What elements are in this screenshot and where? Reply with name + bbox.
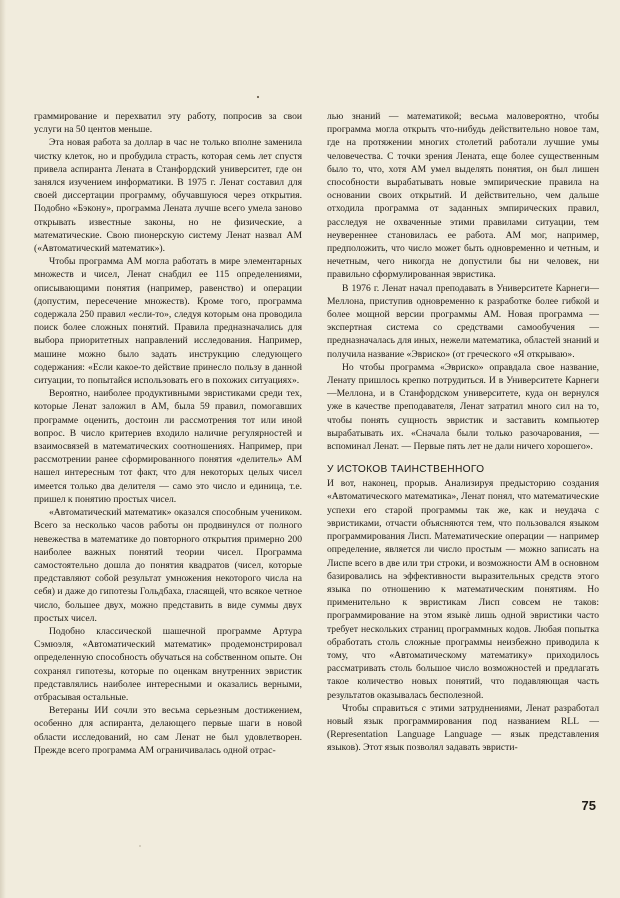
section-heading: У ИСТОКОВ ТАИНСТВЕННОГО	[327, 464, 485, 476]
paragraph: Эта новая работа за доллар в час не только вполне заменила чистку клеток, но и пробудила страсть, которая семь лет спустя привела аспиранта Лената в Станфордский университет, где он занялся изучением информатики. В 1975 г. Ленат составил для своей диссертации программу, обучавшуюся через открытия. Подобно «Бэкону», программа Лената лучше всего умела заново открывать известные законы, но не физические, а математические. Свою пионерскую систему Ленат назвал АМ («Автоматический математик»).	[34, 137, 302, 255]
speck-dot	[257, 96, 259, 98]
paragraph: Но чтобы программа «Эвриско» оправдала свое название, Ленату пришлось крепко потрудиться. И в Университете Карнеги —Меллона, и в Станфордском университете, куда он вернулся уже в качестве преподавателя, Ленат затратил много сил на то, чтобы понять сущность эвристик и заставить компьютер вырабатывать их. «Сначала были только разочарования, — вспоминал Ленат. — Первые пять лет не дали ничего хорошего».	[327, 361, 599, 453]
speck-dot	[139, 845, 140, 846]
right-column	[327, 110, 599, 755]
paragraph: В 1976 г. Ленат начал преподавать в Университете Карнеги—Меллона, приступив одновременно к разработке более гибкой и более мощной версии программы АМ. Новая программа — экспертная система со средствами самообучения — предназначалась для иных, нежели математика, областей знаний и получила название «Эвриско» (от греческого «Я открываю».	[327, 282, 599, 360]
paragraph: Чтобы справиться с этими затруднениями, Ленат разработал новый язык программирования под названием RLL — (Representation Language Language — язык представления языков). Этот язык позволял задавать эвристи-	[327, 702, 599, 754]
paragraph: Ветераны ИИ сочли это весьма серьезным достижением, особенно для аспиранта, делающего первые шаги в новой области исследований, но сам Ленат не был удовлетворен. Прежде всего программа АМ ограничивалась одной отрас-	[34, 705, 302, 756]
paragraph: лью знаний — математикой; весьма маловероятно, чтобы программа могла открыть что-нибудь действительно новое там, где на протяжении многих столетий работали лучшие умы человечества. С точки зрения Лената, еще более существенным было то, что, хотя АМ умел выделять понятия, он был лишен способности вырабатывать новые эмпирические правила на основании своих открытий. И действительно, чем дальше отходила программа от заданных эмпирических правил, расследуя не охваченные этими правилами ситуации, тем неувереннее становилась ее работа. АМ мог, например, предположить, что число может быть одновременно и четным, и нечетным, чего никогда не допустили бы ни человек, ни правильно сформулированная эвристика.	[327, 111, 599, 281]
left-column	[34, 110, 302, 757]
paragraph: граммирование и перехватил эту работу, попросив за свои услуги на 50 центов меньше.	[34, 111, 302, 136]
page-number: 75	[581, 798, 596, 813]
paragraph: Вероятно, наиболее продуктивными эвристиками среди тех, которые Ленат заложил в АМ, была 59 правил, помогавших программе оценить, достоин ли рассмотрения тот или иной вопрос. В число критериев входило наличие регулярностей и взаимосвязей в математических соотношениях. Например, при рассмотрении ранее сформированного понятия «делитель» АМ нашел интересным тот факт, что для некоторых целых чисел имеется только два делителя — само это число и единица, т.е. пришел к понятию простых чисел.	[34, 388, 302, 505]
paragraph: И вот, наконец, прорыв. Анализируя предысторию создания «Автоматического математика», Ленат понял, что математические успехи его старой программы так же, как и неудача с эвристиками, отчасти объясняются тем, что пользовался языком программирования Лисп. Математические операции — например определение, является ли число простым — можно записать на Лиспе всего в две или три строки, и возможности АМ в основном базировались на эффективности выразительных средств этого языка по отношению к математическим понятиям. Но применительно к эвристикам Лисп совсем не таков: программирование на этом языке лишь одной эвристики часто требует нескольких страниц программных кодов. Любая попытка обработать столь сложные программы неизбежно приводила к тому, что «Автоматическому математику» приходилось рассматривать столь большое число возможностей и предлагать такое количество новых понятий, что подавляющая часть результатов оказывалась бесполезной.	[327, 478, 599, 701]
paragraph: Подобно классической шашечной программе Артура Сэмюэля, «Автоматический математик» продемонстрировал определенную способность обучаться на собственном опыте. Он сохранял гипотезы, которые по оценкам внутренних эвристик представлялись наиболее интересными и оказались верными, отбрасывая остальные.	[34, 625, 302, 703]
paragraph: Чтобы программа АМ могла работать в мире элементарных множеств и чисел, Ленат снабдил ее 115 определениями, описывающими понятия (например, равенство) и операции (допустим, пересечение множеств). Кроме того, программа содержала 250 правил «если-то», следуя которым она проводила поиск более сложных понятий. Правила предназначались для выбора приоритетных направлений исследования. Например, машине можно было задать инструкцию следующего содержания: «Если какое-то действие принесло пользу в данной ситуации, то попытайся использовать его в похожих ситуациях».	[34, 256, 302, 387]
paragraph: «Автоматический математик» оказался способным учеником. Всего за несколько часов работы он продвинулся от полного невежества в математике до повторного открытия примерно 200 наиболее важных понятий теории чисел. Программа самостоятельно дошла до понятия квадратов (чисел, которые представляют собой результат умножения некоторого числа на себя) и даже до гипотезы Гольдбаха, гласящей, что всякое четное число, большее двух, можно представить в виде суммы двух простых чисел.	[34, 507, 302, 624]
